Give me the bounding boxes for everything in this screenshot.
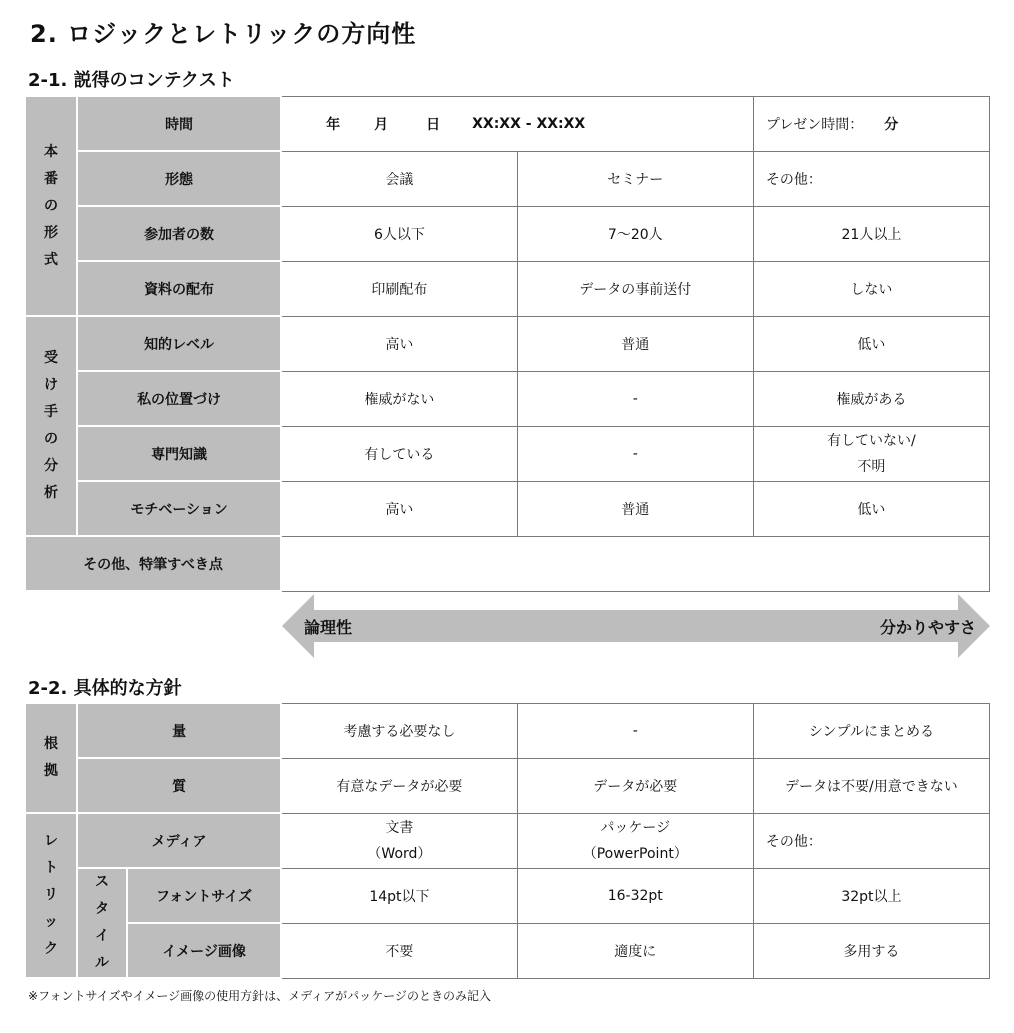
presentation-time-cell[interactable] [753, 96, 989, 151]
option-cell[interactable]: その他： [753, 813, 989, 868]
table-row [25, 868, 990, 923]
policy-table [24, 702, 990, 979]
table-row [25, 758, 990, 813]
row-label: イメージ画像 [127, 923, 281, 978]
table-row [25, 813, 990, 868]
option-cell[interactable]: 考慮する必要なし [281, 703, 517, 758]
option-cell[interactable]: しない [753, 261, 989, 316]
option-cell[interactable]: 32pt以上 [753, 868, 989, 923]
option-cell[interactable]: 16-32pt [517, 868, 753, 923]
time-range: XX:XX - XX:XX [472, 115, 586, 132]
table-row [25, 261, 990, 316]
table-row [25, 151, 990, 206]
year-unit: 年 [326, 116, 341, 133]
option-cell[interactable]: 適度に [517, 923, 753, 978]
month-unit: 月 [374, 116, 389, 133]
row-label: モチベーション [77, 481, 281, 536]
option-cell[interactable]: 普通 [517, 481, 753, 536]
group-label-format: 本番の形式 [25, 96, 77, 316]
option-cell[interactable] [281, 813, 517, 868]
option-cell[interactable]: - [517, 426, 753, 481]
row-label-time: 時間 [77, 96, 281, 151]
table-row [25, 96, 990, 151]
page-title: 2. ロジックとレトリックの方向性 [30, 20, 417, 48]
option-cell[interactable]: 7〜20人 [517, 206, 753, 261]
option-cell[interactable]: 印刷配布 [281, 261, 517, 316]
row-label: 形態 [77, 151, 281, 206]
option-cell[interactable]: 普通 [517, 316, 753, 371]
row-label: フォントサイズ [127, 868, 281, 923]
option-cell[interactable]: - [517, 703, 753, 758]
table-row [25, 206, 990, 261]
row-label: 私の位置づけ [77, 371, 281, 426]
group-label-basis: 根拠 [25, 703, 77, 813]
table-row [25, 316, 990, 371]
option-cell[interactable]: 高い [281, 316, 517, 371]
context-table [24, 95, 990, 592]
row-label-other: その他、特筆すべき点 [25, 536, 281, 591]
option-cell[interactable]: 会議 [281, 151, 517, 206]
row-label: 資料の配布 [77, 261, 281, 316]
arrow-label-logic: 論理性 [304, 618, 353, 637]
option-cell[interactable]: 21人以上 [753, 206, 989, 261]
option-cell[interactable]: 14pt以下 [281, 868, 517, 923]
option-line: 不明 [857, 458, 886, 475]
presentation-time-label: プレゼン時間： [765, 116, 864, 133]
row-label: 質 [77, 758, 281, 813]
row-label: メディア [77, 813, 281, 868]
group-label-audience: 受け手の分析 [25, 316, 77, 536]
option-line: 文書 [385, 819, 414, 836]
minutes-unit: 分 [884, 116, 899, 133]
option-cell[interactable]: 低い [753, 481, 989, 536]
group-label-rhetoric: レトリック [25, 813, 77, 978]
option-line: パッケージ [600, 819, 671, 836]
option-cell[interactable] [517, 813, 753, 868]
table-row [25, 536, 990, 591]
option-cell[interactable]: 低い [753, 316, 989, 371]
option-cell[interactable]: 多用する [753, 923, 989, 978]
option-cell[interactable]: 有意なデータが必要 [281, 758, 517, 813]
row-label: 知的レベル [77, 316, 281, 371]
logic-clarity-arrow [282, 594, 990, 658]
footnote: ※フォントサイズやイメージ画像の使用方針は、メディアがパッケージのときのみ記入 [28, 989, 491, 1003]
table-row [25, 426, 990, 481]
table-row [25, 481, 990, 536]
option-cell[interactable] [753, 426, 989, 481]
option-cell[interactable]: 権威がない [281, 371, 517, 426]
option-cell[interactable]: - [517, 371, 753, 426]
table-row [25, 371, 990, 426]
option-cell[interactable]: 有している [281, 426, 517, 481]
table-row [25, 703, 990, 758]
option-cell[interactable]: 6人以下 [281, 206, 517, 261]
option-cell[interactable]: シンプルにまとめる [753, 703, 989, 758]
option-cell[interactable]: 不要 [281, 923, 517, 978]
row-label: 専門知識 [77, 426, 281, 481]
option-cell[interactable]: データの事前送付 [517, 261, 753, 316]
option-cell[interactable]: その他： [753, 151, 989, 206]
option-cell[interactable]: 権威がある [753, 371, 989, 426]
option-cell[interactable]: 高い [281, 481, 517, 536]
option-cell[interactable]: データは不要/用意できない [753, 758, 989, 813]
row-label: 量 [77, 703, 281, 758]
option-line: 有していない/ [827, 432, 916, 449]
time-value-cell[interactable] [281, 96, 753, 151]
other-notes-cell[interactable] [281, 536, 989, 591]
row-label: 参加者の数 [77, 206, 281, 261]
option-cell[interactable]: データが必要 [517, 758, 753, 813]
group-label-style: スタイル [77, 868, 127, 978]
option-cell[interactable]: セミナー [517, 151, 753, 206]
section-heading-context: 2-1. 説得のコンテクスト [28, 70, 235, 91]
option-line: （PowerPoint） [582, 845, 688, 862]
arrow-label-clarity: 分かりやすさ [879, 618, 976, 637]
day-unit: 日 [426, 116, 441, 133]
table-row [25, 923, 990, 978]
option-line: （Word） [367, 845, 432, 862]
section-heading-policy: 2-2. 具体的な方針 [28, 678, 182, 699]
